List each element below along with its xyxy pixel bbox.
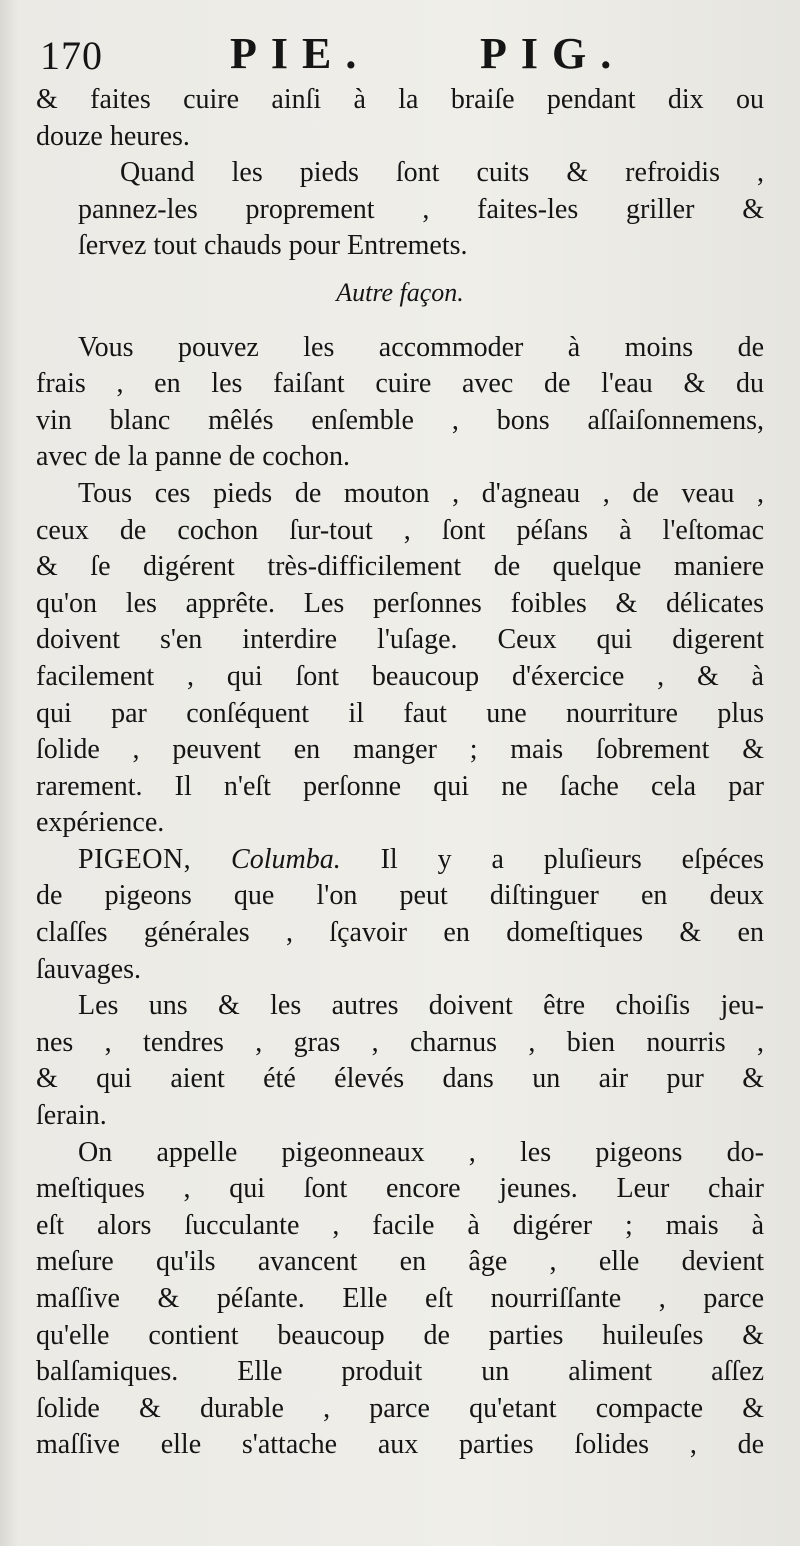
paragraph-pigeonneaux bbox=[36, 1135, 764, 1464]
text-line: ceux de cochon ſur-tout , ſont péſans à l'eſtomac bbox=[36, 514, 764, 546]
text-line: nes , tendres , gras , charnus , bien nourris , bbox=[36, 1026, 764, 1058]
page-header bbox=[40, 26, 760, 86]
text-line: ſerain. bbox=[36, 1100, 107, 1132]
running-head-left: PIE. bbox=[230, 29, 371, 78]
text-line: expérience. bbox=[36, 807, 165, 839]
text-line: & qui aient été élevés dans un air pur & bbox=[36, 1063, 764, 1095]
text-line: meſure qu'ils avancent en âge , elle devient bbox=[36, 1246, 764, 1278]
text-line: douze heures. bbox=[36, 120, 190, 152]
paragraph-continuation bbox=[36, 82, 764, 155]
text-line: rarement. Il n'eſt perſonne qui ne ſache cela par bbox=[36, 770, 764, 802]
text-line: & faites cuire ainſi à la braiſe pendant dix ou bbox=[36, 84, 764, 115]
text-line: eſt alors ſucculante , facile à digérer ; mais à bbox=[36, 1209, 764, 1241]
text-line: ſolide , peuvent en manger ; mais ſobrement & bbox=[36, 734, 764, 766]
body-text bbox=[36, 82, 764, 1464]
entry-headword: PIGEON, bbox=[78, 843, 192, 875]
text-line: On appelle pigeonneaux , les pigeons do- bbox=[78, 1136, 764, 1168]
subheading: Autre façon. bbox=[336, 277, 464, 307]
entry-latin-name: Columba. bbox=[231, 843, 341, 875]
text-line: qu'elle contient beaucoup de parties huileuſes & bbox=[36, 1319, 764, 1351]
text-line: doivent s'en interdire l'uſage. Ceux qui digerent bbox=[36, 624, 764, 656]
text-line: avec de la panne de cochon. bbox=[36, 441, 351, 473]
text-line: Tous ces pieds de mouton , d'agneau , de veau , bbox=[78, 477, 764, 509]
text-line: maſſive elle s'attache aux parties ſolides , de bbox=[36, 1429, 764, 1461]
entry-first-line bbox=[36, 842, 764, 879]
text-line: Quand les pieds ſont cuits & refroidis , bbox=[120, 157, 764, 189]
text-line: qu'on les apprête. Les perſonnes foibles & délicates bbox=[36, 587, 764, 619]
text-line: claſſes générales , ſçavoir en domeſtiques & en bbox=[36, 917, 764, 949]
paragraph-feet-digestion bbox=[36, 476, 764, 842]
paragraph-choose-young bbox=[36, 988, 764, 1134]
running-head-right: PIG. bbox=[480, 29, 626, 78]
text-line: maſſive & péſante. Elle eſt nourriſſante , parce bbox=[36, 1283, 764, 1314]
text-line: & ſe digérent très-difficilement de quelque maniere bbox=[36, 551, 764, 583]
text-line: qui par conſéquent il faut une nourriture plus bbox=[36, 697, 764, 729]
text-line: ſolide & durable , parce qu'etant compacte & bbox=[36, 1392, 764, 1424]
text-line: Les uns & les autres doivent être choiſis jeu- bbox=[78, 990, 764, 1022]
text-line: pannez-les proprement , faites-les griller & bbox=[78, 193, 764, 225]
page-number: 170 bbox=[40, 33, 103, 78]
text-line: ſervez tout chauds pour Entremets. bbox=[78, 230, 468, 262]
paragraph-cooked-feet bbox=[36, 155, 764, 265]
text-line: frais , en les faiſant cuire avec de l'eau & du bbox=[36, 368, 764, 400]
text-line: vin blanc mêlés enſemble , bons aſſaiſonnemens, bbox=[36, 404, 764, 436]
paragraph-other-way bbox=[36, 330, 764, 476]
entry-first-line-rest: Il y a pluſieurs eſpéces bbox=[380, 843, 765, 875]
text-line: facilement , qui ſont beaucoup d'éxercice , & à bbox=[36, 660, 764, 692]
text-line: Vous pouvez les accommoder à moins de bbox=[78, 331, 764, 363]
text-line: ſauvages. bbox=[36, 953, 141, 985]
entry-pigeon bbox=[36, 842, 764, 988]
text-line: de pigeons que l'on peut diſtinguer en deux bbox=[36, 880, 764, 912]
text-line: balſamiques. Elle produit un aliment aſſez bbox=[36, 1356, 764, 1388]
text-line: meſtiques , qui ſont encore jeunes. Leur chair bbox=[36, 1173, 764, 1205]
